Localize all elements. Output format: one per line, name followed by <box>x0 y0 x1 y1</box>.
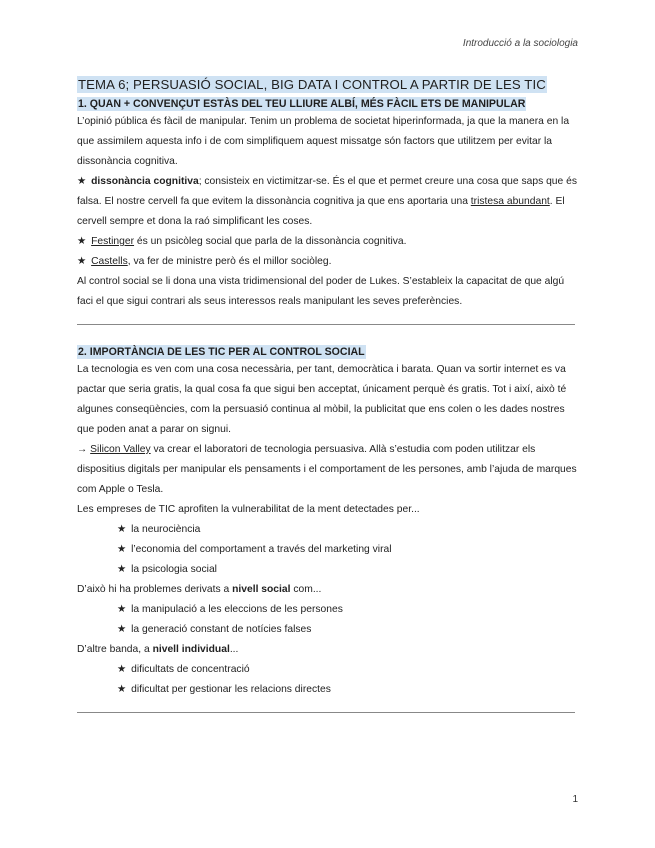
silicon-valley-paragraph <box>77 440 577 500</box>
vulnerability-intro: Les empreses de TIC aprofiten la vulnerabilitat de la ment detectades per... <box>77 504 420 515</box>
running-header: Introducció a la sociologia <box>462 38 578 49</box>
underlined-phrase: tristesa abundant <box>470 196 550 207</box>
bullet-text: , va fer de ministre però és el millor sociòleg. <box>127 256 332 267</box>
page-number: 1 <box>572 794 578 805</box>
star-icon: ★ <box>117 524 127 535</box>
star-icon: ★ <box>117 664 127 675</box>
paragraph-text: com... <box>290 584 322 595</box>
star-icon: ★ <box>117 684 127 695</box>
star-icon: ★ <box>117 564 127 575</box>
list-item <box>117 540 577 560</box>
social-level-intro <box>77 580 577 600</box>
bullet-dissonance <box>77 172 577 232</box>
list-item <box>117 560 577 580</box>
section-1-intro: L’opinió pública és fàcil de manipular. Tenim un problema de societat hiperinformada, ja que la manera en la que assimilem aquesta info i de com simplifiquem aquest missatge són factors que utilitzem per evitar la dissonància cognitiva. <box>77 116 570 167</box>
star-icon: ★ <box>77 256 87 267</box>
name-castells: Castells <box>91 256 128 267</box>
paragraph-text: ... <box>229 644 239 655</box>
star-icon: ★ <box>117 544 127 555</box>
bullet-castells <box>77 252 577 272</box>
list-item <box>117 680 577 700</box>
bullet-text: ; consisteix en victimitzar-se. És el que et permet creure una cosa que saps que és falsa. El nostre cervell fa que evitem la dissonància cognitiva ja que ens aportaria una <box>77 176 577 207</box>
list-item-text: la neurociència <box>131 524 201 535</box>
section-2-intro: La tecnologia es ven com una cosa necessària, per tant, democràtica i barata. Quan va sortir internet es va pactar que seria gratis, la qual cosa fa que sigui ben acceptat, únicament perquè és gratis. Tot i així, això té algunes conseqüències, com la persuasió continua al mòbil, la publicitat que ens colen o les dades nostres que poden anat a parar on signui. <box>77 364 567 435</box>
star-icon: ★ <box>77 176 87 187</box>
paragraph-text: D’això hi ha problemes derivats a <box>77 584 233 595</box>
divider <box>77 712 575 713</box>
term-individual-level: nivell individual <box>152 644 230 655</box>
list-item <box>117 520 577 540</box>
paragraph-text: va crear el laboratori de tecnologia persuasiva. Allà s’estudia com poden utilitzar els dispositius digitals per manipular els pensaments i el comportament de les persones, amb l’ajuda de marques com Apple o Tesla. <box>77 444 577 495</box>
list-item <box>117 620 577 640</box>
list-item-text: la manipulació a les eleccions de les persones <box>131 604 343 615</box>
name-festinger: Festinger <box>91 236 135 247</box>
star-icon: ★ <box>117 624 127 635</box>
paragraph-text: D’altre banda, a <box>77 644 153 655</box>
list-item-text: dificultats de concentració <box>131 664 250 675</box>
list-item-text: l’economia del comportament a través del marketing viral <box>131 544 392 555</box>
star-icon: ★ <box>117 604 127 615</box>
document-title: TEMA 6; PERSUASIÓ SOCIAL, BIG DATA I CONTROL A PARTIR DE LES TIC <box>78 77 546 92</box>
bullet-text: és un psicòleg social que parla de la dissonància cognitiva. <box>134 236 407 247</box>
individual-level-intro <box>77 640 577 660</box>
term-dissonance: dissonància cognitiva <box>91 176 199 187</box>
bullet-text: . El cervell sempre et dona la raó simplificant les coses. <box>77 196 565 227</box>
section-1-closing: Al control social se li dona una vista tridimensional del poder de Lukes. S’estableix la capacitat de que algú faci el que sigui contrari als seus interessos reals manipulant les seves preferències. <box>77 276 565 307</box>
term-social-level: nivell social <box>232 584 291 595</box>
document-body <box>77 76 577 725</box>
section-2-heading: 2. IMPORTÀNCIA DE LES TIC PER AL CONTROL SOCIAL <box>78 346 365 358</box>
section-1-heading: 1. QUAN + CONVENÇUT ESTÀS DEL TEU LLIURE ALBÍ, MÉS FÀCIL ETS DE MANIPULAR <box>78 98 526 110</box>
divider <box>77 324 575 325</box>
list-item <box>117 600 577 620</box>
list-item-text: la psicologia social <box>131 564 217 575</box>
name-silicon-valley: Silicon Valley <box>90 444 151 455</box>
list-item <box>117 660 577 680</box>
list-item-text: la generació constant de notícies falses <box>131 624 312 635</box>
list-item-text: dificultat per gestionar les relacions directes <box>131 684 331 695</box>
arrow-icon: → <box>77 444 88 455</box>
bullet-festinger <box>77 232 577 252</box>
star-icon: ★ <box>77 236 87 247</box>
